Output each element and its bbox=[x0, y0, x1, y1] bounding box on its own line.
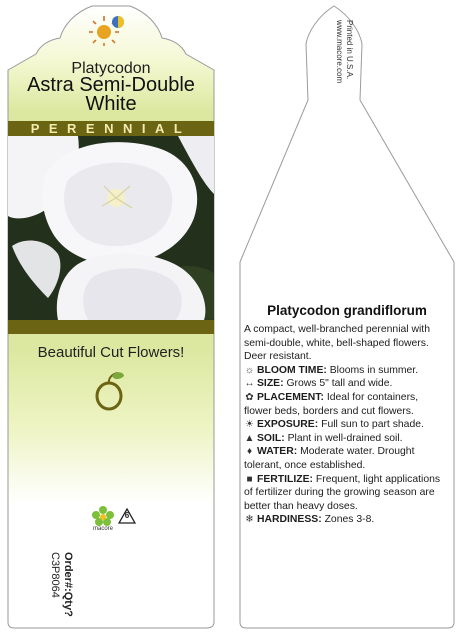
website: www.macore.com bbox=[335, 20, 344, 84]
plant-photo bbox=[8, 136, 214, 320]
cultivar-name bbox=[8, 76, 214, 114]
genus-name: Platycodon bbox=[71, 60, 151, 77]
attribute-exposure: ☀ EXPOSURE: Full sun to part shade. bbox=[245, 419, 424, 431]
hardiness-icon: ❄ bbox=[245, 514, 254, 526]
size-icon: ↔ bbox=[244, 378, 255, 390]
tagline: Beautiful Cut Flowers! bbox=[37, 344, 185, 361]
exposure-icon: ☀ bbox=[245, 419, 254, 431]
description: A compact, well-branched perennial with semi-double, white, bell-shaped flowers. Deer resistant. bbox=[244, 324, 430, 363]
recycle-code: 6 bbox=[124, 511, 130, 520]
water-icon: ♦ bbox=[246, 446, 253, 458]
soil-icon: ▲ bbox=[244, 432, 255, 444]
fertilize-icon: ■ bbox=[246, 473, 253, 485]
photo-bottom-band bbox=[8, 320, 214, 334]
attribute-hardiness: ❄ HARDINESS: Zones 3-8. bbox=[245, 514, 375, 526]
attribute-fertilize: ■ FERTILIZE: Frequent, light applications of fertilizer during the growing season are better than heavy doses. bbox=[244, 473, 441, 512]
attribute-size: ↔ SIZE: Grows 5" tall and wide. bbox=[244, 378, 393, 390]
white-flower-image bbox=[8, 136, 214, 320]
attribute-water: ♦ WATER: Moderate water. Drought tolerant, once established. bbox=[244, 446, 415, 471]
cultivar-line-2: White bbox=[85, 93, 137, 115]
care-info bbox=[244, 323, 448, 527]
order-info bbox=[48, 552, 74, 617]
attribute-soil: ▲ SOIL: Plant in well-drained soil. bbox=[244, 432, 403, 444]
sku-code: C3P8064 bbox=[49, 552, 61, 598]
brand-name: macore bbox=[92, 526, 113, 532]
cultivar-line-1: Astra Semi-Double bbox=[27, 74, 195, 96]
placement-icon: ✿ bbox=[245, 391, 254, 403]
attribute-bloom-time: ☼ BLOOM TIME: Blooms in summer. bbox=[244, 364, 419, 376]
printed-in: Printed in U.S.A. bbox=[345, 20, 354, 80]
botanical-name: Platycodon grandiflorum bbox=[267, 303, 427, 318]
attribute-placement: ✿ PLACEMENT: Ideal for containers, flower beds, borders and cut flowers. bbox=[244, 391, 419, 417]
category-label: PERENNIAL bbox=[30, 121, 192, 136]
sun-icon: ☼ bbox=[244, 364, 255, 376]
print-info bbox=[334, 20, 354, 83]
sun-exposure-icon bbox=[88, 10, 132, 46]
order-label: Order#:Qty? bbox=[62, 552, 74, 617]
cut-flowers-icon bbox=[94, 370, 126, 412]
